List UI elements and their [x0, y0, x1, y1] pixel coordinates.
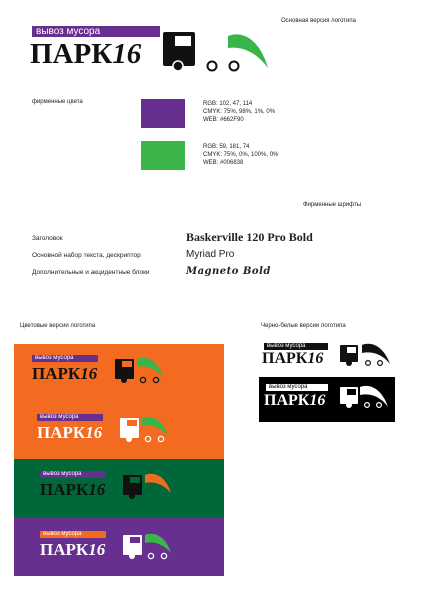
truck-icon [264, 384, 394, 416]
color-cmyk: CMYK: 75%, 0%, 100%, 0% [203, 152, 279, 158]
color-web: WEB: #006838 [203, 160, 244, 166]
main-logo-caption: Основная версия логотипа [281, 18, 356, 24]
brand-colors-caption: фирменные цвета [32, 99, 83, 105]
color-info-green [203, 143, 278, 167]
logo-brand-letters: ПАРК [40, 540, 89, 559]
swoosh-shape [228, 34, 268, 68]
logo-brand-number: 16 [112, 38, 142, 70]
truck-icon [40, 471, 180, 509]
logo-tagline: вывоз мусора [40, 414, 79, 420]
font-usage-heading: Заголовок [32, 235, 63, 242]
logo-brand-number: 16 [307, 350, 324, 367]
logo-tagline: вывоз мусора [35, 355, 74, 361]
logo-brand-letters: ПАРК [32, 364, 81, 383]
logo-brand-letters: ПАРК [37, 423, 86, 442]
logo-brand-number: 16 [85, 423, 103, 442]
logo-brand-letters: ПАРК [262, 350, 308, 367]
font-sample-body: Myriad Pro [186, 249, 235, 260]
font-sample-accent: Magneto Bold [186, 266, 271, 277]
font-usage-body: Основной набор текста, дескриптор [32, 252, 141, 259]
logo-brand-letters: ПАРК [40, 480, 89, 499]
color-cmyk: CMYK: 75%, 98%, 1%, 0% [203, 109, 276, 115]
truck-window [175, 36, 191, 46]
logo-on-dark-green [40, 471, 180, 509]
logo-on-orange-white [37, 414, 177, 452]
logo-bw-white [262, 342, 402, 372]
font-sample-heading: Baskerville 120 Pro Bold [186, 230, 313, 244]
color-rgb: RGB: 59, 181, 74 [203, 144, 250, 150]
color-swatch-purple [141, 99, 185, 128]
color-rgb: RGB: 102, 47, 114 [203, 101, 253, 107]
truck-icon [30, 22, 270, 84]
logo-on-orange [32, 355, 172, 393]
logo-brand-letters: ПАРК [30, 38, 113, 70]
truck-icon [32, 355, 172, 393]
logo-brand-number: 16 [88, 540, 106, 559]
color-versions-caption: Цветовые версии логотипа [20, 323, 96, 329]
bw-versions-caption: Черно-белые версии логотипа [261, 323, 346, 329]
truck-icon [262, 342, 402, 372]
logo-tagline: вывоз мусора [267, 343, 306, 349]
logo-brand-number: 16 [80, 364, 98, 383]
truck-icon [37, 414, 177, 452]
truck-icon [40, 531, 180, 569]
logo-bw-black [264, 384, 394, 416]
logo-tagline: вывоз мусора [269, 384, 308, 390]
logo-brand-number: 16 [309, 392, 326, 409]
logo-tagline: вывоз мусора [43, 531, 82, 537]
logo-brand-number: 16 [88, 480, 106, 499]
logo-brand-letters: ПАРК [264, 392, 310, 409]
logo-on-purple [40, 531, 180, 569]
color-web: WEB: #662F90 [203, 117, 244, 123]
brand-fonts-caption: Фирменные шрифты [303, 202, 362, 208]
font-usage-accent: Дополнительные и акцидентные блоки [32, 269, 150, 276]
logo-tagline: вывоз мусора [43, 471, 82, 477]
color-info-purple [203, 100, 275, 124]
color-swatch-green [141, 141, 185, 170]
logo-tagline: вывоз мусора [36, 26, 101, 37]
main-logo [30, 22, 270, 84]
